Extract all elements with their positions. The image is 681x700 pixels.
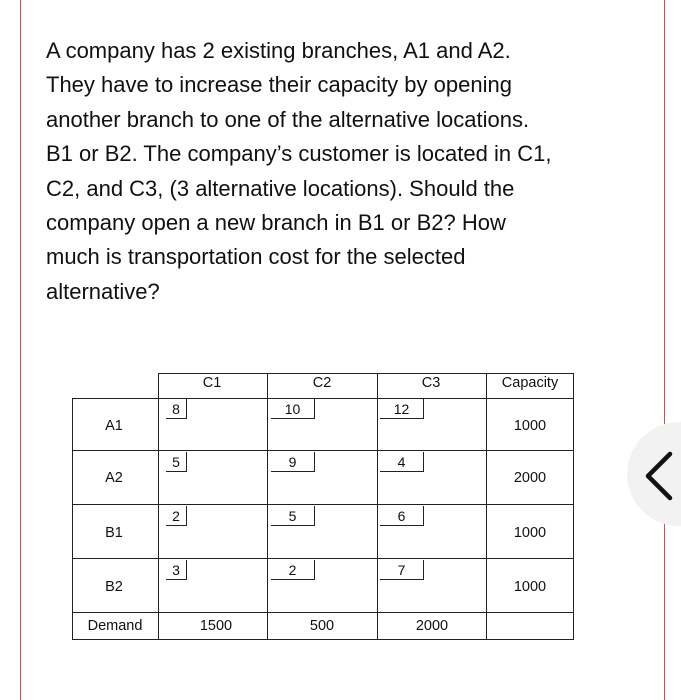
capacity-a1: 1000: [513, 418, 547, 434]
row-label-a1: A1: [105, 418, 123, 434]
question-line: B1 or B2. The company’s customer is located in C1,: [46, 141, 552, 167]
grid-line: [158, 373, 574, 374]
demand-c3: 2000: [415, 618, 449, 634]
row-label-a2: A2: [105, 470, 123, 486]
cost-cell-a1-c1: 8: [166, 399, 187, 419]
demand-label: Demand: [87, 618, 143, 634]
question-line: A company has 2 existing branches, A1 and A2.: [46, 38, 511, 63]
cost-cell-a1-c2: 10: [271, 399, 315, 419]
cost-cell-b2-c1: 3: [166, 560, 187, 580]
question-line: alternative?: [46, 278, 160, 304]
grid-line: [267, 373, 268, 639]
cost-cell-a2-c3: 4: [380, 452, 424, 472]
question-line: company open a new branch in B1 or B2? How: [46, 210, 506, 236]
cost-cell-a2-c2: 9: [271, 452, 315, 472]
cost-cell-b1-c3: 6: [380, 506, 424, 526]
question-line: much is transportation cost for the selected: [46, 244, 466, 270]
cost-cell-b1-c2: 5: [271, 506, 315, 526]
row-label-b1: B1: [105, 525, 123, 541]
cost-cell-b1-c1: 2: [166, 506, 187, 526]
grid-line: [72, 504, 574, 505]
demand-c2: 500: [309, 618, 335, 634]
cost-cell-b2-c2: 2: [271, 560, 315, 580]
column-header-c3: C3: [421, 375, 441, 391]
cost-cell-a1-c3: 12: [380, 399, 424, 419]
column-header-c2: C2: [312, 375, 332, 391]
grid-line: [158, 373, 159, 639]
grid-line: [72, 398, 574, 399]
column-header-c1: C1: [202, 375, 222, 391]
capacity-b2: 1000: [513, 579, 547, 595]
column-header-capacity: Capacity: [501, 375, 559, 391]
grid-line: [72, 612, 574, 613]
grid-line: [72, 398, 73, 639]
grid-line: [72, 639, 574, 640]
grid-line: [486, 373, 487, 639]
demand-c1: 1500: [199, 618, 233, 634]
grid-line: [377, 373, 378, 639]
cost-cell-b2-c3: 7: [380, 560, 424, 580]
question-line: another branch to one of the alternative locations.: [46, 106, 530, 132]
question-line: They have to increase their capacity by opening: [46, 72, 512, 98]
capacity-a2: 2000: [513, 470, 547, 486]
cost-cell-a2-c1: 5: [166, 452, 187, 472]
capacity-b1: 1000: [513, 525, 547, 541]
row-label-b2: B2: [105, 579, 123, 595]
grid-line: [72, 450, 574, 451]
question-line: C2, and C3, (3 alternative locations). Should the: [46, 175, 515, 201]
chevron-left-icon[interactable]: [640, 448, 676, 504]
grid-line: [72, 558, 574, 559]
grid-line: [573, 373, 574, 639]
